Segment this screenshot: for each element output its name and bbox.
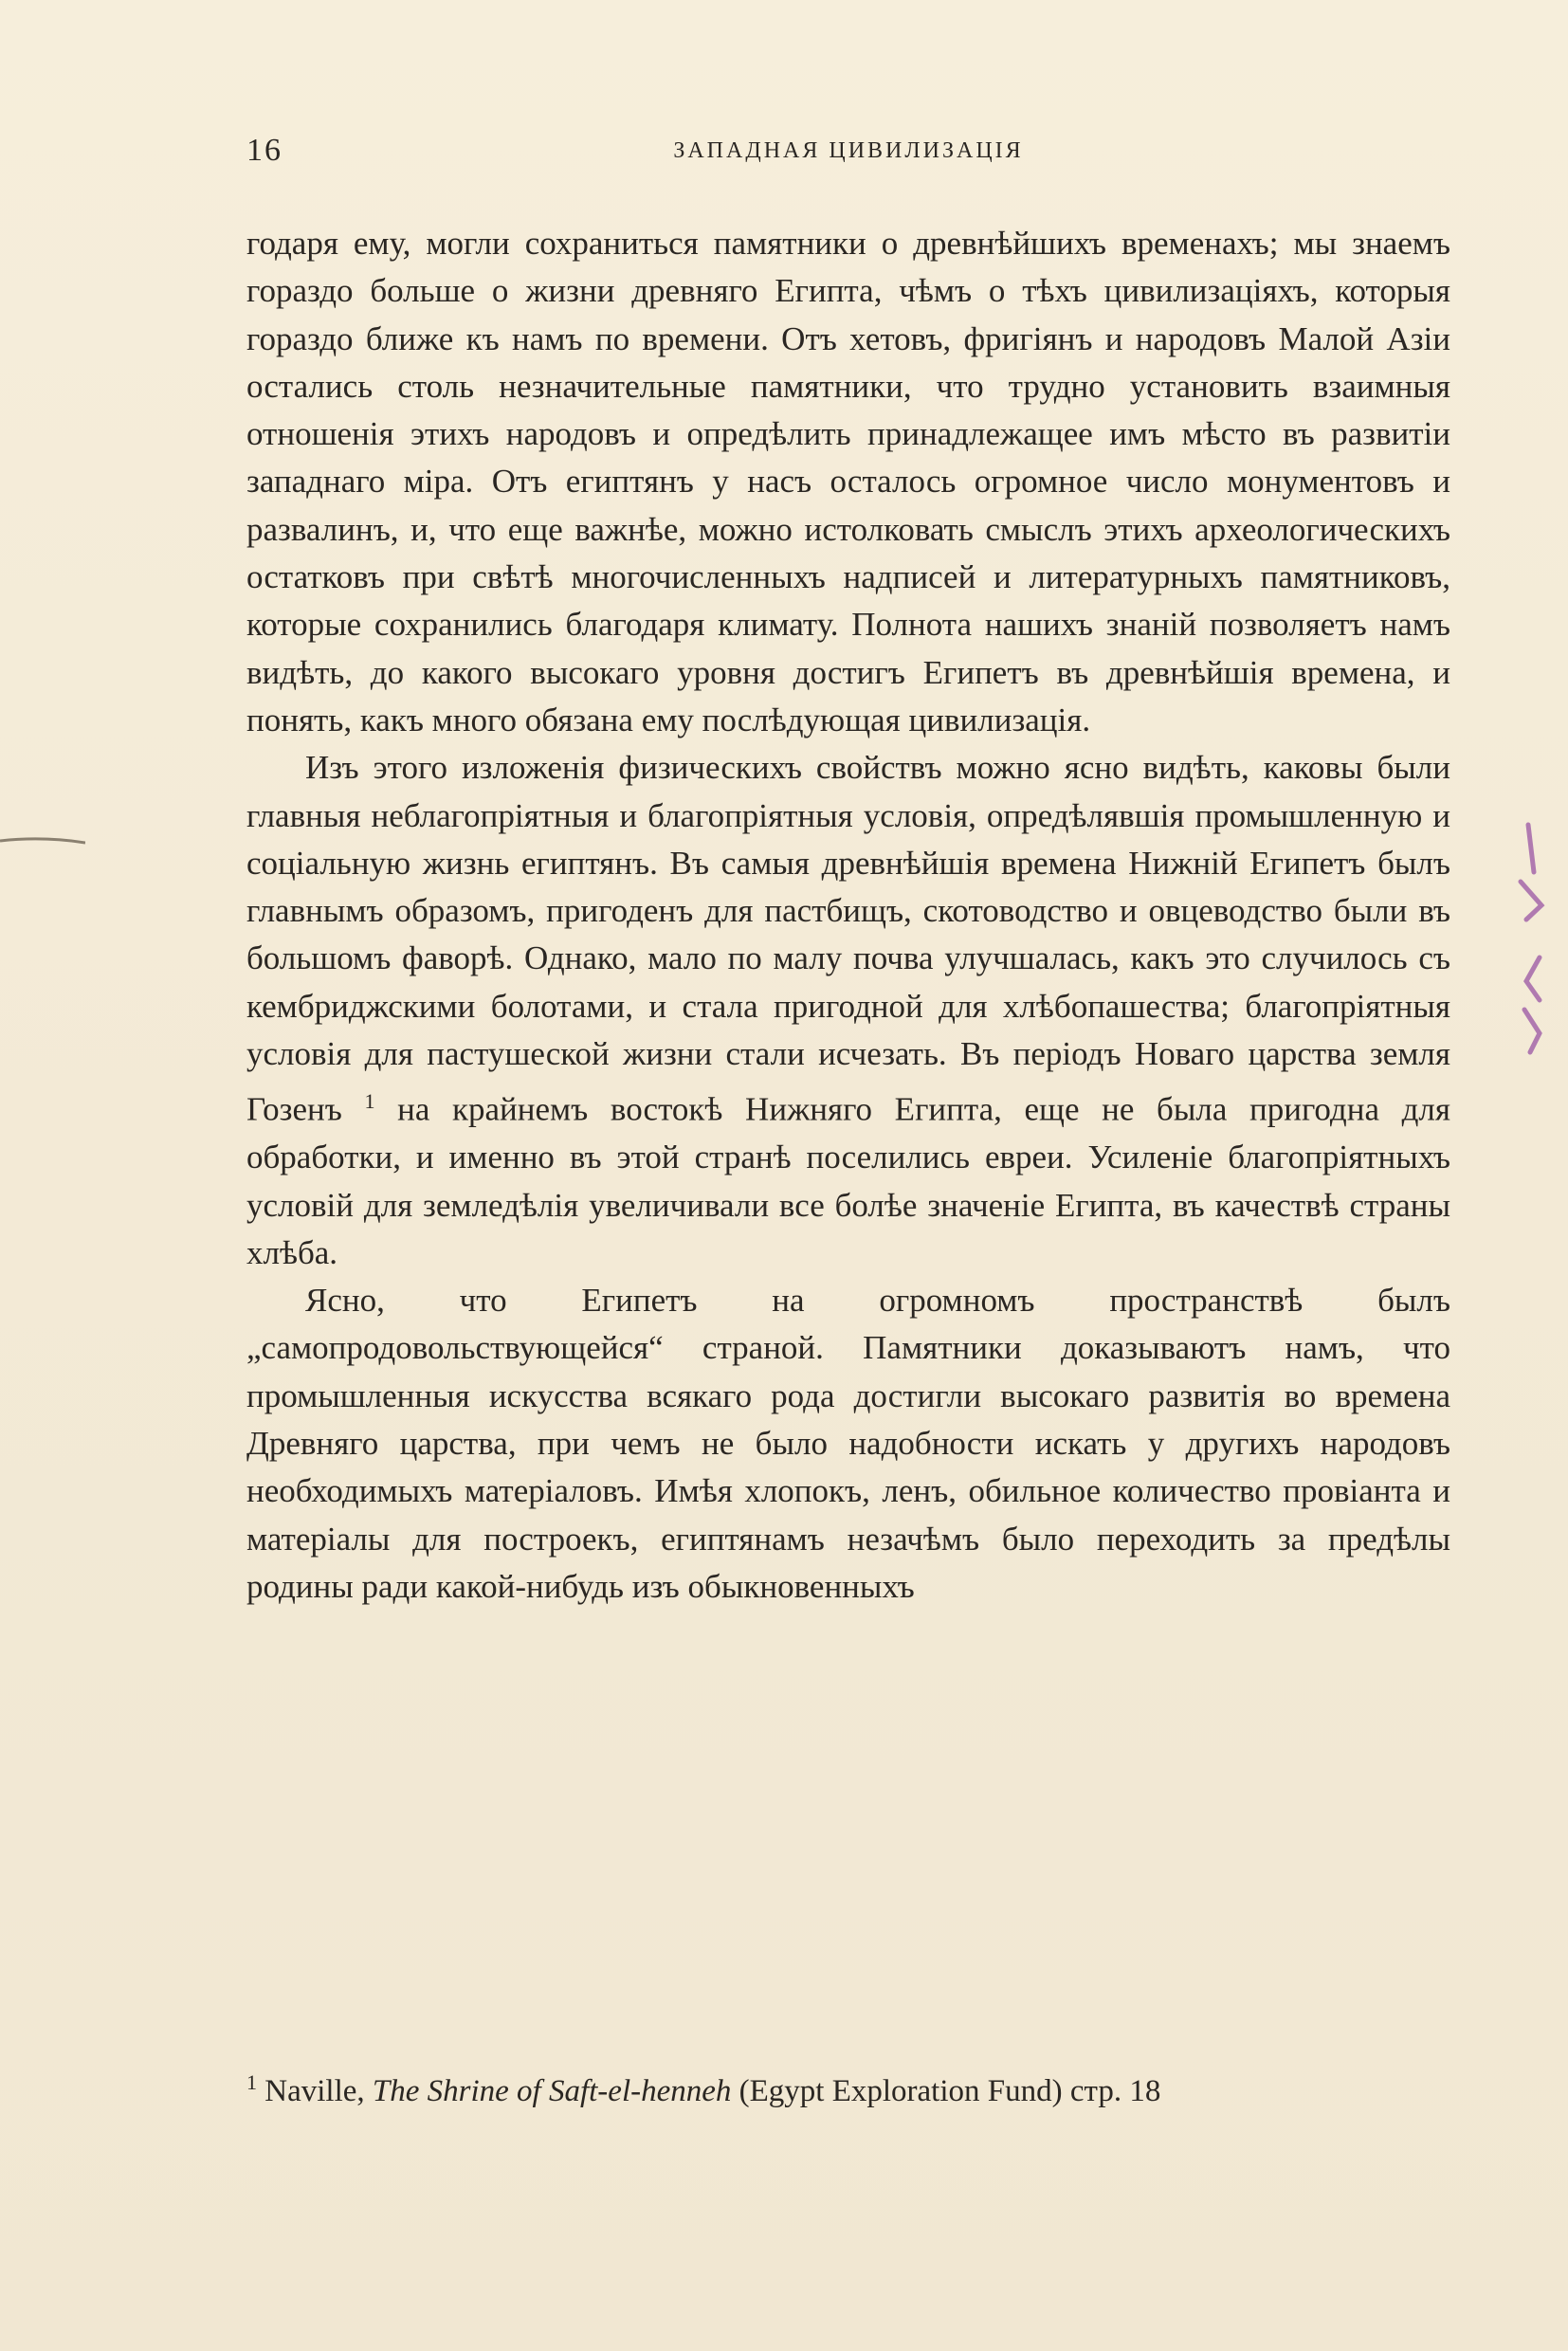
- footnote-reference[interactable]: 1: [364, 1089, 375, 1114]
- footnote-marker: 1: [246, 2070, 257, 2094]
- paragraph-2: [246, 744, 1450, 1277]
- footnote-page-ref: стр. 18: [1069, 2074, 1161, 2108]
- body-text: [246, 220, 1450, 1611]
- footnote-title: The Shrine of Saft-el-henneh: [372, 2074, 732, 2108]
- pencil-margin-mark-icon: [1507, 815, 1555, 1062]
- running-title: ЗАПАДНАЯ ЦИВИЛИЗАЦІЯ: [673, 138, 1024, 163]
- paragraph-2-text-b: на крайнемъ востокѣ Нижняго Египта, еще не была пригодна для обработки, и именно въ этой странѣ поселились евреи. Усиленіе благопріятныхъ условій для земледѣлія увеличивали все болѣе значеніе Египта, въ качествѣ страны хлѣба.: [246, 1091, 1450, 1271]
- page-number: 16: [246, 133, 283, 168]
- footnote: [246, 2061, 1450, 2113]
- paragraph-3: Ясно, что Египетъ на огромномъ пространствѣ былъ „самопродовольствующейся“ страной. Памятники доказываютъ намъ, что промышленныя искусства всякаго рода достигли высокаго развитія во времена Древняго царства, при чемъ не было надобности искать у другихъ народовъ необходимыхъ матеріаловъ. Имѣя хлопокъ, ленъ, обильное количество провіанта и матеріалы для построекъ, египтянамъ незачѣмъ было переходить за предѣлы родины ради какой-нибудь изъ обыкновенныхъ: [246, 1282, 1450, 1605]
- page-header: [246, 133, 1450, 180]
- footnote-author: Naville,: [264, 2074, 365, 2108]
- paragraph-2-text-a: Изъ этого изложенія физическихъ свойствъ можно ясно видѣть, каковы были главныя неблагопріятныя и благопріятныя условія, опредѣлявшія промышленную и соціальную жизнь египтянъ. Въ самыя древнѣйшія времена Нижній Египетъ былъ главнымъ образомъ, пригоденъ для пастбищъ, скотоводство и овцеводство были въ большомъ фаворѣ. Однако, мало по малу почва улучшалась, какъ это случилось съ кембриджскими болотами, и стала пригодной для хлѣбопашества; благопріятныя условія для пастушеской жизни стали исчезать. Въ періодъ Новаго царства земля Гозенъ: [246, 749, 1450, 1128]
- footnote-source: (Egypt Exploration Fund): [738, 2074, 1063, 2108]
- paragraph-1: годаря ему, могли сохраниться памятники о древнѣйшихъ временахъ; мы знаемъ гораздо больше о жизни древняго Египта, чѣмъ о тѣхъ цивилизаціяхъ, которыя гораздо ближе къ намъ по времени. Отъ хетовъ, фригіянъ и народовъ Малой Азіи остались столь незначительные памятники, что трудно установить взаимныя отношенія этихъ народовъ и опредѣлить принадлежащее имъ мѣсто въ развитіи западнаго міра. Отъ египтянъ у насъ осталось огромное число монументовъ и развалинъ, и, что еще важнѣе, можно истолковать смыслъ этихъ археологическихъ остатковъ при свѣтѣ многочисленныхъ надписей и литературныхъ памятниковъ, которые сохранились благодаря климату. Полнота нашихъ знаній позволяетъ намъ видѣть, до какого высокаго уровня достигъ Египетъ въ древнѣйшія времена, и понять, какъ много обязана ему послѣдующая цивилизація.: [246, 225, 1450, 738]
- edge-stain-icon: [0, 834, 85, 847]
